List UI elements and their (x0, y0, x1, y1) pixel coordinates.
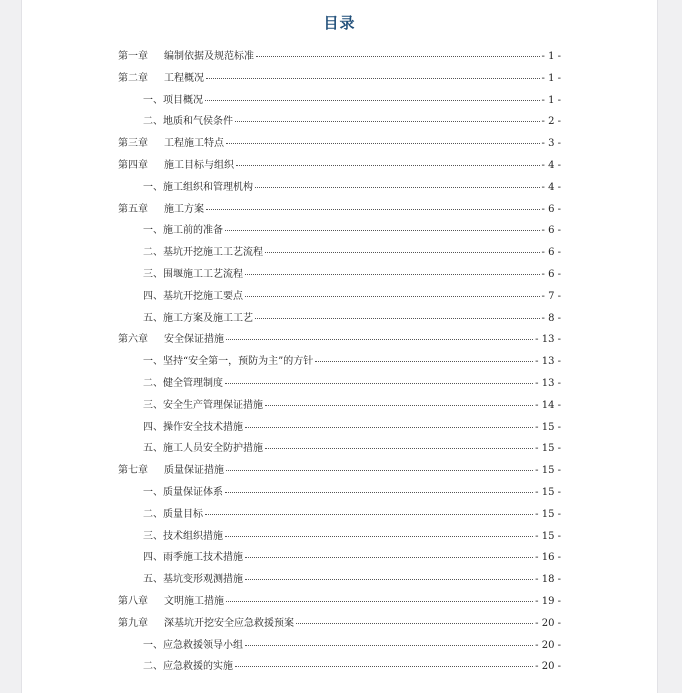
toc-entry-section[interactable] (118, 418, 561, 440)
toc-entry-number: 四、 (143, 290, 163, 302)
toc-entry-chapter-6[interactable] (118, 330, 561, 352)
toc-entry-section[interactable] (118, 265, 561, 287)
toc-entry-number: 一、 (143, 225, 163, 237)
toc-entry-text: 施工目标与组织 (164, 159, 234, 171)
toc-entry-page: - 19 - (535, 595, 561, 607)
toc-entry-page: - 20 - (535, 617, 561, 629)
toc-entry-number: 一、 (143, 356, 163, 368)
dot-leader (225, 383, 533, 384)
toc-entry-section[interactable] (118, 91, 561, 113)
dot-leader (226, 339, 533, 340)
toc-entry-text: 围堰施工工艺流程 (163, 268, 243, 280)
viewer-left-margin (0, 0, 22, 693)
toc-entry-section[interactable] (118, 483, 561, 505)
toc-entry-page: - 6 - (541, 247, 561, 259)
toc-entry-number: 第八章 (118, 595, 148, 607)
toc-entry-page: - 3 - (541, 138, 561, 150)
document-page[interactable] (22, 0, 657, 693)
toc-entry-page: - 20 - (535, 661, 561, 673)
dot-leader (235, 121, 540, 122)
toc-entry-text: 质量保证体系 (163, 486, 223, 498)
toc-entry-section[interactable] (118, 309, 561, 331)
toc-entry-text: 质量保证措施 (164, 465, 224, 477)
toc-entry-text: 深基坑开挖安全应急救援预案 (164, 617, 294, 629)
toc-entry-chapter-2[interactable] (118, 69, 561, 91)
dot-leader (315, 361, 533, 362)
page-title: 目录 (323, 14, 356, 32)
toc-entry-number: 四、 (143, 421, 163, 433)
dot-leader (245, 296, 540, 297)
toc-entry-page: - 4 - (541, 181, 561, 193)
toc-entry-chapter-9[interactable] (118, 614, 561, 636)
toc-entry-page: - 2 - (541, 116, 561, 128)
toc-entry-text: 质量目标 (163, 508, 203, 520)
dot-leader (225, 536, 533, 537)
toc-entry-section[interactable] (118, 570, 561, 592)
toc-entry-section[interactable] (118, 505, 561, 527)
toc-entry-chapter-1[interactable] (118, 47, 561, 69)
toc-entry-page: - 15 - (535, 530, 561, 542)
toc-entry-number: 三、 (143, 530, 163, 542)
toc-entry-number: 五、 (143, 574, 163, 586)
dot-leader (206, 78, 540, 79)
toc-entry-page: - 4 - (541, 159, 561, 171)
toc-entry-number: 第七章 (118, 465, 148, 477)
toc-entry-text: 安全保证措施 (164, 334, 224, 346)
toc-entry-section[interactable] (118, 527, 561, 549)
toc-entry-section[interactable] (118, 636, 561, 658)
dot-leader (255, 318, 540, 319)
toc-entry-number: 五、 (143, 443, 163, 455)
toc-entry-text: 安全生产管理保证措施 (163, 399, 263, 411)
toc-entry-number: 二、 (143, 116, 163, 128)
viewer-right-margin (657, 0, 682, 693)
dot-leader (245, 274, 540, 275)
toc-entry-page: - 6 - (541, 225, 561, 237)
toc-entry-text: 施工组织和管理机构 (163, 181, 253, 193)
toc-entry-number: 三、 (143, 268, 163, 280)
toc-entry-number: 一、 (143, 486, 163, 498)
toc-entry-text: 坚持“安全第一，预防为主”的方针 (163, 356, 314, 368)
toc-entry-chapter-3[interactable] (118, 134, 561, 156)
toc-entry-page: - 14 - (535, 399, 561, 411)
toc-entry-section[interactable] (118, 221, 561, 243)
toc-entry-page: - 1 - (541, 72, 561, 84)
toc-entry-number: 一、 (143, 94, 163, 106)
table-of-contents (118, 47, 561, 679)
toc-entry-text: 雨季施工技术措施 (163, 552, 243, 564)
toc-entry-section[interactable] (118, 657, 561, 679)
toc-entry-text: 编制依据及规范标准 (164, 51, 254, 62)
toc-entry-page: - 6 - (541, 268, 561, 280)
toc-entry-chapter-4[interactable] (118, 156, 561, 178)
toc-entry-text: 地质和气侯条件 (163, 116, 233, 128)
toc-entry-text: 施工方案 (164, 203, 204, 215)
toc-entry-text: 工程施工特点 (164, 138, 224, 150)
toc-entry-text: 工程概况 (164, 72, 204, 84)
toc-entry-number: 第三章 (118, 138, 148, 150)
toc-entry-text: 技术组织措施 (163, 530, 223, 542)
toc-entry-chapter-8[interactable] (118, 592, 561, 614)
toc-entry-text: 基坑开挖施工要点 (163, 290, 243, 302)
toc-entry-text: 文明施工措施 (164, 595, 224, 607)
toc-entry-section[interactable] (118, 439, 561, 461)
toc-entry-text: 项目概况 (163, 94, 203, 106)
dot-leader (245, 557, 533, 558)
toc-entry-section[interactable] (118, 548, 561, 570)
toc-entry-page: - 15 - (535, 508, 561, 520)
toc-entry-page: - 15 - (535, 443, 561, 455)
toc-entry-number: 第一章 (118, 51, 148, 62)
dot-leader (245, 645, 533, 646)
toc-entry-text: 应急救援的实施 (163, 661, 233, 673)
toc-entry-text: 施工方案及施工工艺 (163, 312, 253, 324)
toc-entry-page: - 13 - (535, 334, 561, 346)
toc-entry-page: - 18 - (535, 574, 561, 586)
toc-entry-text: 施工人员安全防护措施 (163, 443, 263, 455)
dot-leader (226, 470, 533, 471)
dot-leader (265, 405, 533, 406)
toc-entry-number: 二、 (143, 377, 163, 389)
toc-entry-number: 第四章 (118, 159, 148, 171)
dot-leader (205, 514, 533, 515)
toc-entry-section[interactable] (118, 287, 561, 309)
toc-entry-page: - 13 - (535, 377, 561, 389)
toc-entry-chapter-5[interactable] (118, 200, 561, 222)
dot-leader (205, 100, 540, 101)
toc-entry-number: 一、 (143, 181, 163, 193)
toc-entry-text: 施工前的准备 (163, 225, 223, 237)
dot-leader (265, 252, 540, 253)
toc-entry-number: 第二章 (118, 72, 148, 84)
toc-entry-number: 四、 (143, 552, 163, 564)
toc-entry-section[interactable] (118, 352, 561, 374)
toc-entry-page: - 7 - (541, 290, 561, 302)
toc-entry-page: - 6 - (541, 203, 561, 215)
toc-entry-section[interactable] (118, 243, 561, 265)
toc-entry-page: - 16 - (535, 552, 561, 564)
toc-entry-page: - 1 - (541, 51, 561, 62)
toc-entry-chapter-7[interactable] (118, 461, 561, 483)
dot-leader (225, 492, 533, 493)
toc-entry-number: 二、 (143, 661, 163, 673)
dot-leader (296, 623, 533, 624)
dot-leader (265, 448, 533, 449)
toc-entry-page: - 15 - (535, 465, 561, 477)
dot-leader (226, 143, 540, 144)
toc-entry-page: - 1 - (541, 94, 561, 106)
toc-entry-text: 基坑开挖施工工艺流程 (163, 247, 263, 259)
dot-leader (245, 579, 533, 580)
dot-leader (235, 666, 533, 667)
toc-entry-section[interactable] (118, 374, 561, 396)
toc-entry-number: 二、 (143, 247, 163, 259)
dot-leader (206, 209, 540, 210)
toc-entry-section[interactable] (118, 112, 561, 134)
toc-entry-page: - 8 - (541, 312, 561, 324)
toc-entry-number: 第九章 (118, 617, 148, 629)
toc-entry-text: 基坑变形观测措施 (163, 574, 243, 586)
dot-leader (225, 230, 540, 231)
toc-entry-text: 健全管理制度 (163, 377, 223, 389)
dot-leader (256, 56, 540, 57)
dot-leader (226, 601, 533, 602)
dot-leader (255, 187, 540, 188)
toc-entry-number: 二、 (143, 508, 163, 520)
toc-entry-number: 第五章 (118, 203, 148, 215)
toc-entry-page: - 15 - (535, 486, 561, 498)
toc-entry-section[interactable] (118, 178, 561, 200)
toc-entry-page: - 13 - (535, 356, 561, 368)
dot-leader (245, 427, 533, 428)
toc-entry-section[interactable] (118, 396, 561, 418)
toc-entry-number: 一、 (143, 639, 163, 651)
toc-entry-number: 三、 (143, 399, 163, 411)
toc-entry-page: - 15 - (535, 421, 561, 433)
toc-entry-number: 五、 (143, 312, 163, 324)
toc-entry-number: 第六章 (118, 334, 148, 346)
toc-entry-text: 操作安全技术措施 (163, 421, 243, 433)
toc-entry-page: - 20 - (535, 639, 561, 651)
toc-entry-text: 应急救援领导小组 (163, 639, 243, 651)
dot-leader (236, 165, 540, 166)
